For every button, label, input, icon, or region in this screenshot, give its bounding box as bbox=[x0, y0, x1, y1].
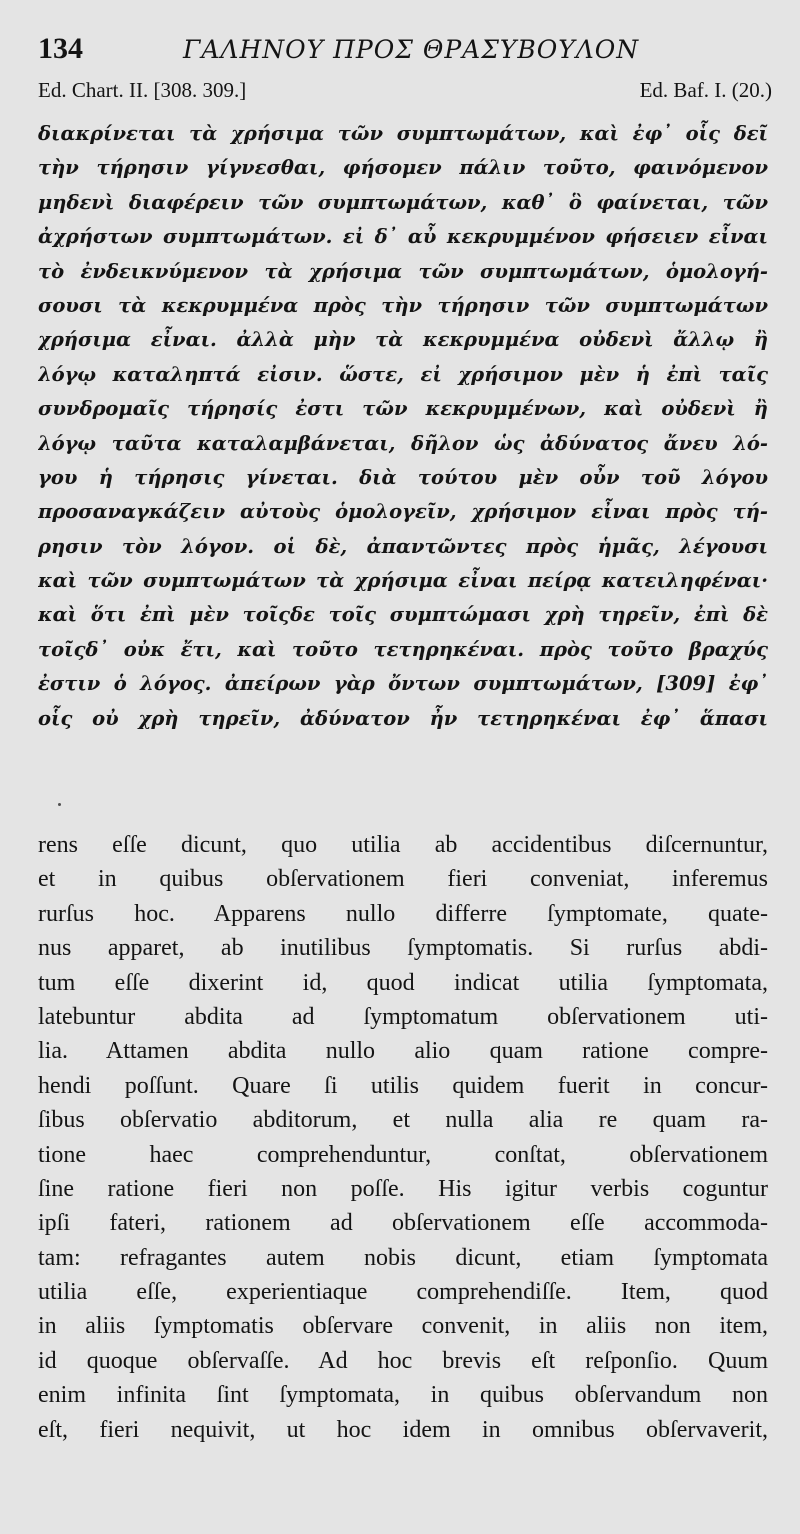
latin-text-line: rens eſſe dicunt, quo utilia ab accidentibus diſcernuntur, bbox=[38, 832, 768, 858]
edition-reference-line bbox=[38, 78, 772, 108]
latin-text-line: in aliis ſymptomatis obſervare convenit, in aliis non item, bbox=[38, 1313, 768, 1340]
greek-text-line: ἀχρήστων συμπτωμάτων. εἰ δ᾽ αὖ κεκρυμμένον φήσειεν εἶναι bbox=[38, 225, 768, 249]
latin-text-line: et in quibus obſervationem fieri conveniat, inferemus bbox=[38, 866, 768, 893]
greek-text-block bbox=[38, 117, 768, 736]
greek-text-line: τὴν τήρησιν γίγνεσθαι, φήσομεν πάλιν τοῦτο, φαινόμενον bbox=[38, 156, 768, 180]
greek-text-line: συνδρομαῖς τήρησίς ἐστι τῶν κεκρυμμένων, καὶ οὐδενὶ ἢ bbox=[38, 397, 768, 421]
greek-text-line: λόγῳ ταῦτα καταλαμβάνεται, δῆλον ὡς ἀδύνατος ἄνευ λό- bbox=[38, 431, 768, 455]
greek-text-line: ρησιν τὸν λόγον. οἱ δὲ, ἀπαντῶντες πρὸς ἡμᾶς, λέγουσι bbox=[38, 534, 768, 558]
latin-text-line: ſine ratione fieri non poſſe. His igitur verbis coguntur bbox=[38, 1175, 768, 1202]
greek-text-line: προσαναγκάζειν αὐτοὺς ὁμολογεῖν, χρήσιμον εἶναι πρὸς τή- bbox=[38, 500, 768, 524]
latin-text-line: tione haec comprehenduntur, conſtat, obſervationem bbox=[38, 1141, 768, 1168]
latin-text-line: tum eſſe dixerint id, quod indicat utilia ſymptomata, bbox=[38, 969, 768, 996]
edition-basel-reference: Ed. Baf. I. (20.) bbox=[639, 78, 772, 102]
latin-text-block bbox=[38, 828, 768, 1447]
latin-text-line: ſibus obſervatio abditorum, et nulla alia re quam ra- bbox=[38, 1107, 768, 1134]
greek-text-line: μηδενὶ διαφέρειν τῶν συμπτωμάτων, καθ᾽ ὃ φαίνεται, τῶν bbox=[38, 190, 768, 214]
print-mark bbox=[58, 803, 61, 806]
latin-text-line: latebuntur abdita ad ſymptomatum obſervationem uti- bbox=[38, 1003, 768, 1030]
latin-text-line: tam: refragantes autem nobis dicunt, etiam ſymptomata bbox=[38, 1244, 768, 1271]
running-head bbox=[38, 32, 780, 72]
page-number: 134 bbox=[38, 32, 83, 65]
latin-text-line: rurſus hoc. Apparens nullo differre ſymptomate, quate- bbox=[38, 900, 768, 927]
latin-text-line: eſt, fieri nequivit, ut hoc idem in omnibus obſervaverit, bbox=[38, 1416, 768, 1443]
greek-text-line: καὶ ὅτι ἐπὶ μὲν τοῖςδε τοῖς συμπτώμασι χρὴ τηρεῖν, ἐπὶ δὲ bbox=[38, 603, 768, 627]
latin-text-line: id quoque obſervaſſe. Ad hoc brevis eſt reſponſio. Quum bbox=[38, 1347, 768, 1374]
edition-chartier-reference: Ed. Chart. II. [308. 309.] bbox=[38, 78, 247, 102]
latin-text-line: utilia eſſe, experientiaque comprehendiſſe. Item, quod bbox=[38, 1279, 768, 1306]
latin-text-line: enim infinita ſint ſymptomata, in quibus obſervandum non bbox=[38, 1382, 768, 1409]
greek-text-line: ἐστιν ὁ λόγος. ἀπείρων γὰρ ὄντων συμπτωμάτων, [309] ἐφ᾽ bbox=[38, 672, 768, 696]
running-title: ΓΑΛΗΝΟΥ ΠΡΟΣ ΘΡΑΣΥΒΟΥΛΟΝ bbox=[183, 35, 640, 64]
latin-text-line: lia. Attamen abdita nullo alio quam ratione compre- bbox=[38, 1038, 768, 1065]
greek-text-line: οἷς οὐ χρὴ τηρεῖν, ἀδύνατον ἦν τετηρηκέναι ἐφ᾽ ἅπασι bbox=[38, 706, 768, 730]
greek-text-line: λόγῳ καταληπτά εἰσιν. ὥστε, εἰ χρήσιμον μὲν ἡ ἐπὶ ταῖς bbox=[38, 362, 768, 386]
greek-text-line: χρήσιμα εἶναι. ἀλλὰ μὴν τὰ κεκρυμμένα οὐδενὶ ἄλλῳ ἢ bbox=[38, 328, 768, 352]
greek-text-line: γου ἡ τήρησις γίνεται. διὰ τούτου μὲν οὖν τοῦ λόγου bbox=[38, 465, 768, 489]
greek-text-line: καὶ τῶν συμπτωμάτων τὰ χρήσιμα εἶναι πείρᾳ κατειληφέναι· bbox=[38, 569, 768, 593]
greek-text-line: τοῖςδ᾽ οὐκ ἔτι, καὶ τοῦτο τετηρηκέναι. πρὸς τοῦτο βραχύς bbox=[38, 637, 768, 661]
greek-text-line: σουσι τὰ κεκρυμμένα πρὸς τὴν τήρησιν τῶν συμπτωμάτων bbox=[38, 293, 768, 317]
greek-text-line: διακρίνεται τὰ χρήσιμα τῶν συμπτωμάτων, καὶ ἐφ᾽ οἷς δεῖ bbox=[38, 122, 768, 145]
latin-text-line: hendi poſſunt. Quare ſi utilis quidem fuerit in concur- bbox=[38, 1072, 768, 1099]
latin-text-line: ipſi fateri, rationem ad obſervationem eſſe accommoda- bbox=[38, 1210, 768, 1237]
latin-text-line: nus apparet, ab inutilibus ſymptomatis. Si rurſus abdi- bbox=[38, 935, 768, 962]
greek-text-line: τὸ ἐνδεικνύμενον τὰ χρήσιμα τῶν συμπτωμάτων, ὁμολογή- bbox=[38, 259, 768, 283]
